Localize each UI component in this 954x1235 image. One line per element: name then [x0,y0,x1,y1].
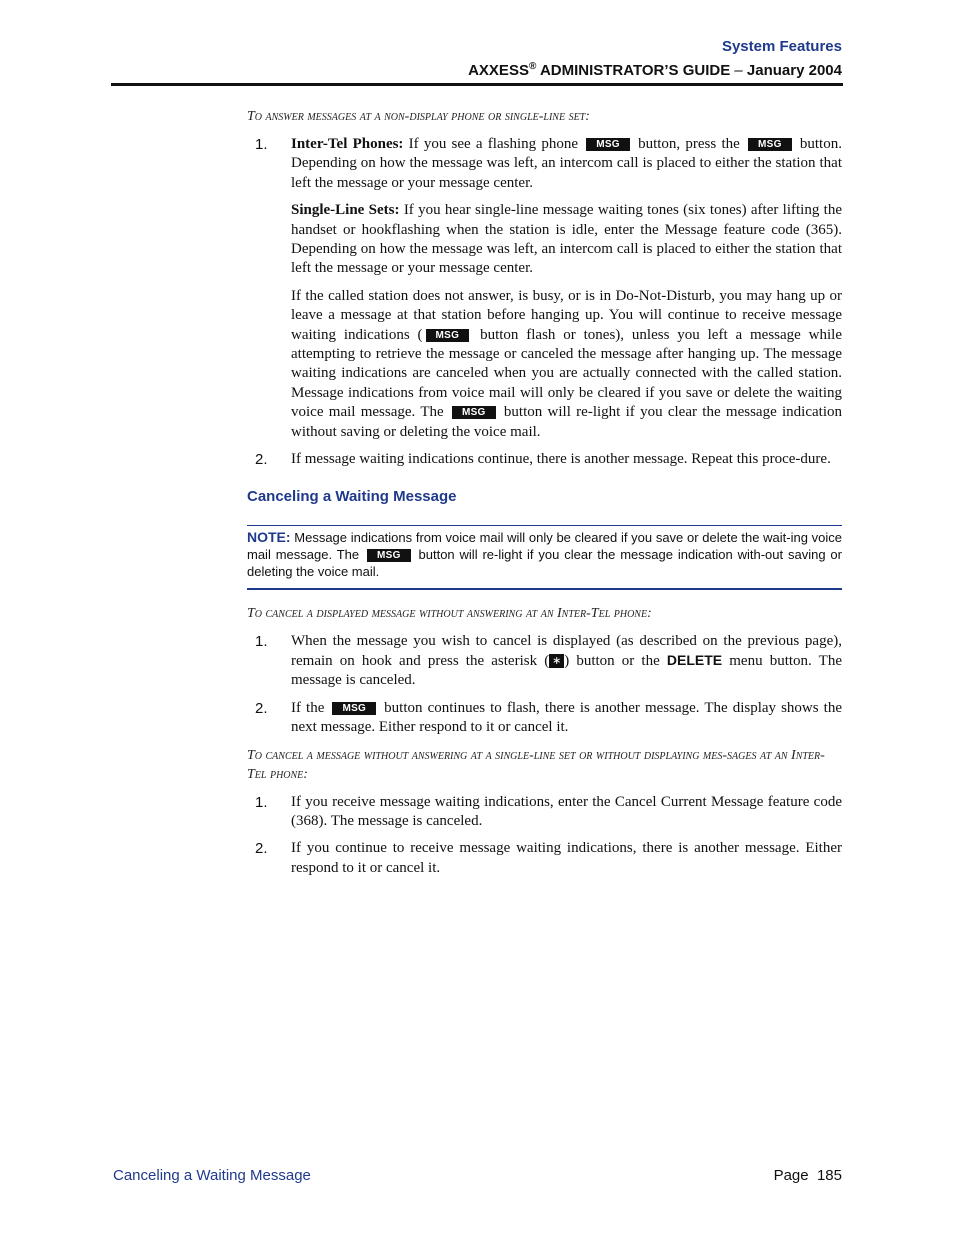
procedure-heading-cancel-displayed: To cancel a displayed message without answering at an Inter-Tel phone: [247,605,652,621]
note-label: NOTE: [247,528,291,545]
page-number: 185 [816,1167,842,1184]
single-line-sets-paragraph [291,201,842,279]
item-number: 1. [255,793,268,811]
page-label: Page [773,1167,809,1184]
cancel-displayed-step-1 [291,632,842,691]
list-item [247,839,842,886]
msg-button-icon: MSG [452,406,496,419]
text-run: ) button or the [564,652,667,669]
registered-mark: ® [528,61,537,72]
list-item [247,699,842,746]
term-inter-tel-phones: Inter-Tel Phones: [291,136,404,152]
text-run: If the called station does not answer, is busy, or is in Do-Not-Disturb, you may hang up or leave a message at that station before hanging up. You will continue to receive message waiting indications ( [291,287,842,343]
text-run: menu button. The message is canceled. [291,652,842,689]
repeat-procedure-paragraph: If message waiting indications continue, there is another message. Repeat this proce-dure. [291,451,831,468]
list-item [247,135,842,450]
term-single-line-sets: Single-Line Sets: [291,202,400,219]
item-number: 2. [255,451,268,469]
text-run: button continues to flash, there is another message. The display shows the next message. Either respond to it or cancel it. [291,699,842,736]
delete-menu-label: DELETE [666,651,723,668]
title-dash: – [730,62,747,79]
text-run: button flash or tones), unless you left a message while attempting to retrieve the message or canceled the message after hanging up. The message waiting indications are canceled when you are actually connected with the called station. Message indications from voice mail will only be cleared if you save or delete the waiting voice mail message. The [291,326,842,421]
item-number: 2. [255,699,268,717]
text-run: button will re-light if you clear the message indication with-out saving or deleting the voice mail. [247,546,842,579]
procedure-heading-answer: To answer messages at a non-display phone or single-line set: [247,109,590,124]
msg-button-icon: MSG [586,138,630,151]
text-run: When the message you wish to cancel is displayed (as described on the previous page), remain on hook and press the asterisk ( [291,632,842,669]
item-body [291,135,842,450]
list-item [247,632,842,699]
text-run: button. Depending on how the message was left, an intercom call is placed to either the station that left the message or your message center. [291,136,842,191]
text-run: button will re-light if you clear the message indication without saving or deleting the voice mail. [291,404,842,440]
doc-title-text: ADMINISTRATOR’S GUIDE [536,62,731,79]
item-number: 2. [255,840,268,858]
footer-section-title: Canceling a Waiting Message [113,1167,311,1184]
cancel-current-message-step-2: If you continue to receive message waiting indications, there is another message. Either respond to it or cancel it. [291,840,842,876]
text-run: Message indications from voice mail will only be cleared if you save or delete the wait-ing voice mail message. The [247,529,842,562]
procedure-heading-cancel-without-display: To cancel a message without answering at a single-line set or without displaying mes-sages at an Inter-Tel phone: [247,747,825,782]
item-number: 1. [255,136,268,153]
item-body [291,632,842,699]
msg-button-icon: MSG [748,138,792,151]
text-run: If the [291,699,330,716]
item-body [291,699,842,746]
page-content [247,107,842,886]
asterisk-key-icon: ∗ [549,654,564,668]
cancel-displayed-step-2 [291,699,842,738]
msg-button-icon: MSG [426,329,470,342]
text-run: button, press the [632,136,745,152]
msg-button-icon: MSG [332,702,376,715]
cancel-current-message-step-1: If you receive message waiting indications, enter the Cancel Current Message feature code (368). The message is canceled. [291,793,842,829]
list-item [247,450,842,477]
item-body [291,793,842,840]
note-box [247,525,842,590]
header-doc-title [468,61,842,79]
section-heading: Canceling a Waiting Message [247,487,457,505]
text-run: If you hear single-line message waiting tones (six tones) after lifting the handset or hookflashing when the station is idle, enter the Message feature code (365). Depending on how the message was left, an intercom call is placed to either the station that left the message or your message center. [291,202,842,277]
text-run: If you see a flashing phone [403,136,584,152]
msg-button-icon: MSG [367,549,411,562]
brand-name: AXXESS [468,62,529,79]
item-body [291,450,842,477]
item-body [291,839,842,886]
inter-tel-phones-paragraph [291,135,842,193]
header-rule [111,83,843,86]
doc-date: January 2004 [746,62,842,79]
no-answer-paragraph [291,287,842,442]
item-number: 1. [255,632,268,650]
list-item [247,793,842,840]
header-section-title: System Features [721,38,842,55]
footer-page-number [774,1167,842,1184]
